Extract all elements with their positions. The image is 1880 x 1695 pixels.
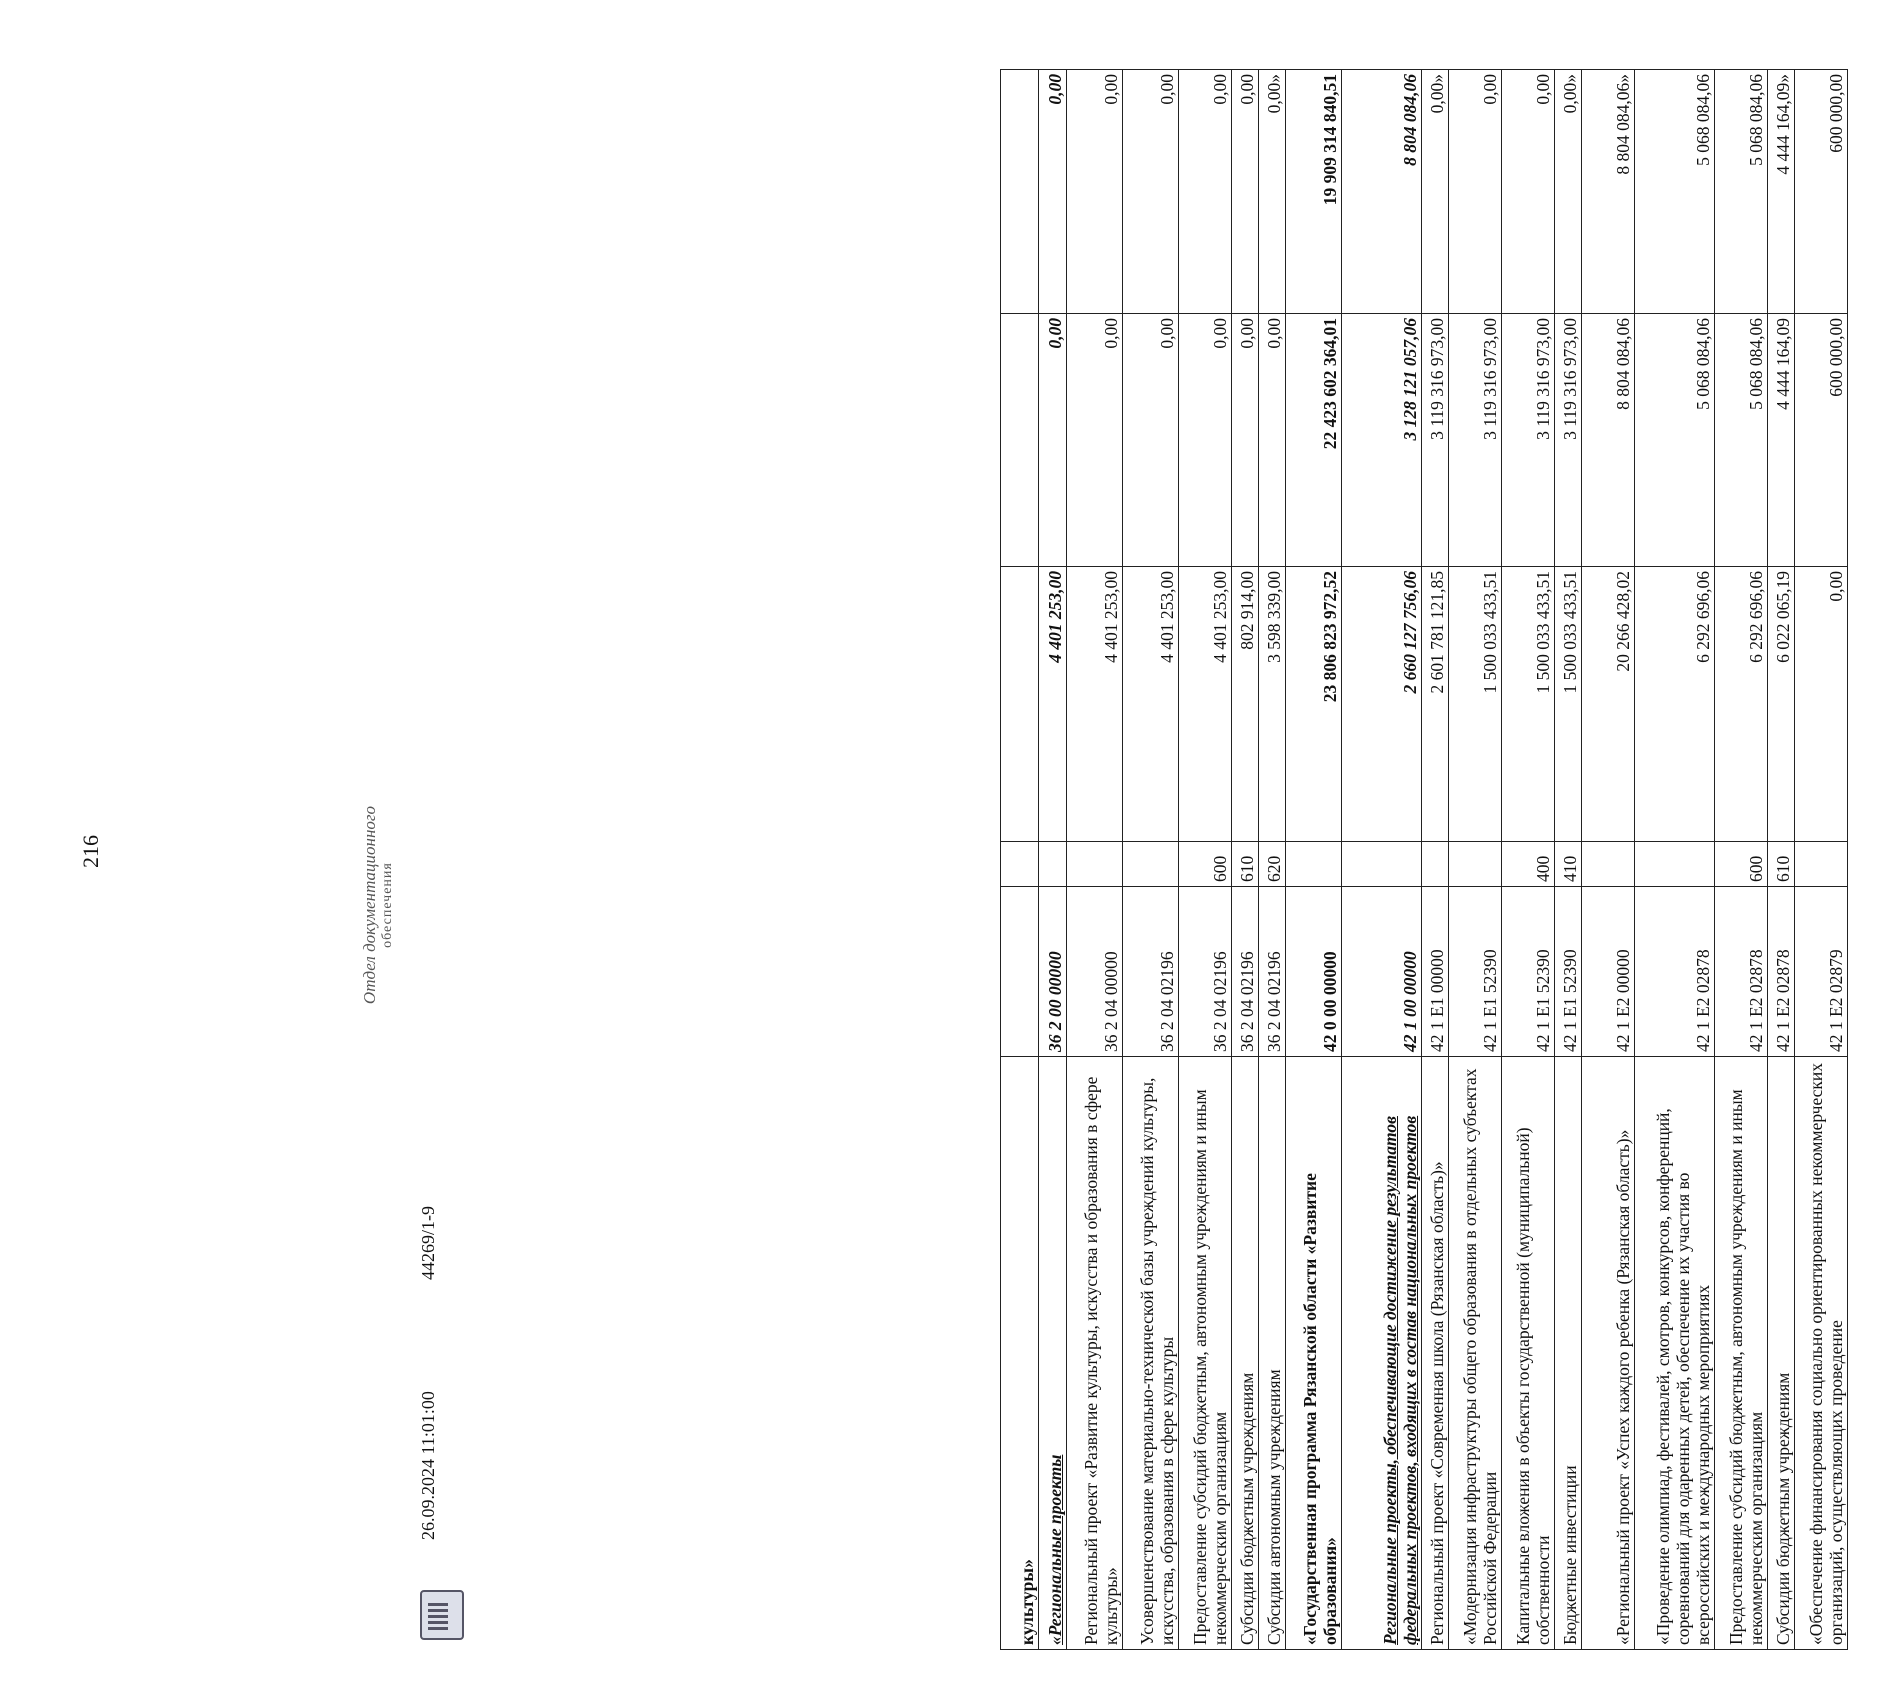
row-value-2026: 8 804 084,06» [1582, 70, 1635, 314]
row-value-2025: 0,00 [1039, 314, 1067, 567]
row-code: 36 2 04 02196 [1232, 887, 1259, 1057]
row-name: Субсидии бюджетным учреждениям [1768, 1057, 1795, 1650]
row-value-2024: 4 401 253,00 [1123, 567, 1179, 842]
table-row [1342, 70, 1422, 1650]
row-value-2025: 3 128 121 057,06 [1342, 314, 1422, 567]
row-name: Бюджетные инвестиции [1555, 1057, 1582, 1650]
row-name: Субсидии автономным учреждениям [1259, 1057, 1286, 1650]
page-number: 216 [78, 835, 103, 868]
row-value-2024: 4 401 253,00 [1039, 567, 1067, 842]
row-value-2024: 1 500 033 433,51 [1555, 567, 1582, 842]
registration-stamp [360, 780, 397, 1030]
row-value-2026: 19 909 314 840,51 [1286, 70, 1342, 314]
table-row [1286, 70, 1342, 1650]
row-vr: 410 [1555, 842, 1582, 887]
row-name: Усовершенствование материально-технической базы учреждений культуры, искусства, образования в сфере культуры [1123, 1057, 1179, 1650]
row-vr [1635, 842, 1715, 887]
row-value-2026: 0,00» [1422, 70, 1449, 314]
row-value-2026: 8 804 084,06 [1342, 70, 1422, 314]
row-value-2026: 0,00 [1067, 70, 1123, 314]
row-vr [1449, 842, 1502, 887]
row-vr: 620 [1259, 842, 1286, 887]
row-value-2025: 4 444 164,09 [1768, 314, 1795, 567]
row-code: 42 1 Е2 02878 [1768, 887, 1795, 1057]
footer-date: 26.09.2024 11:01:00 [418, 1391, 438, 1540]
row-vr [1795, 842, 1848, 887]
row-vr: 400 [1502, 842, 1555, 887]
row-value-2025: 5 068 084,06 [1635, 314, 1715, 567]
row-code: 36 2 04 02196 [1179, 887, 1232, 1057]
row-name: Региональный проект «Современная школа (Рязанская область)» [1422, 1057, 1449, 1650]
row-name: «Проведение олимпиад, фестивалей, смотров, конкурсов, конференций, соревнований для одаренных детей, обеспечение их участия во всероссийских и международных мероприятиях [1635, 1057, 1715, 1650]
row-value-2025: 0,00 [1123, 314, 1179, 567]
stamp-line-1: Отдел документационного [360, 805, 379, 1005]
row-code: 42 0 00 00000 [1286, 887, 1342, 1057]
row-code: 36 2 00 00000 [1039, 887, 1067, 1057]
row-value-2025: 3 119 316 973,00 [1422, 314, 1449, 567]
table-row [1502, 70, 1555, 1650]
row-code: 42 1 Е2 02879 [1795, 887, 1848, 1057]
table-row [1259, 70, 1286, 1650]
row-name: «Модернизация инфраструктуры общего образования в отдельных субъектах Российской Федерации [1449, 1057, 1502, 1650]
row-code: 36 2 04 00000 [1067, 887, 1123, 1057]
row-code: 42 1 Е1 52390 [1449, 887, 1502, 1057]
row-code: 42 1 Е2 02878 [1715, 887, 1768, 1057]
row-value-2024: 6 292 696,06 [1635, 567, 1715, 842]
row-value-2024: 1 500 033 433,51 [1502, 567, 1555, 842]
row-value-2024: 4 401 253,00 [1067, 567, 1123, 842]
row-value-2025: 0,00 [1232, 314, 1259, 567]
row-value-2024: 23 806 823 972,52 [1286, 567, 1342, 842]
stamp-line-2: обеспечения [380, 862, 396, 948]
row-vr: 610 [1768, 842, 1795, 887]
row-code: 42 1 Е1 52390 [1555, 887, 1582, 1057]
row-value-2024: 1 500 033 433,51 [1449, 567, 1502, 842]
row-value-2025: 3 119 316 973,00 [1555, 314, 1582, 567]
table-row [1635, 70, 1715, 1650]
row-name: Региональный проект «Развитие культуры, искусства и образования в сфере культуры» [1067, 1057, 1123, 1650]
row-value-2026: 600 000,00 [1795, 70, 1848, 314]
row-vr: 600 [1179, 842, 1232, 887]
row-name: Субсидии бюджетным учреждениям [1232, 1057, 1259, 1650]
row-value-2026: 0,00 [1232, 70, 1259, 314]
row-vr: 610 [1232, 842, 1259, 887]
row-value-2026: 0,00 [1179, 70, 1232, 314]
row-value-2026: 4 444 164,09» [1768, 70, 1795, 314]
row-vr [1422, 842, 1449, 887]
row-code: 42 1 Е2 00000 [1582, 887, 1635, 1057]
row-value-2026: 5 068 084,06 [1715, 70, 1768, 314]
row-name: «Региональный проект «Успех каждого ребенка (Рязанская область)» [1582, 1057, 1635, 1650]
row-value-2025: 0,00 [1259, 314, 1286, 567]
row-value-2024: 6 292 696,06 [1715, 567, 1768, 842]
row-name: «Региональные проекты [1039, 1057, 1067, 1650]
row-value-2025: 3 119 316 973,00 [1449, 314, 1502, 567]
table-row [1232, 70, 1259, 1650]
row-value-2026: 5 068 084,06 [1635, 70, 1715, 314]
duma-logo-icon [420, 1590, 464, 1640]
row-name: культуры» [1001, 1057, 1039, 1650]
row-vr [1582, 842, 1635, 887]
table-row [1795, 70, 1848, 1650]
row-value-2024: 4 401 253,00 [1179, 567, 1232, 842]
row-name: Предоставление субсидий бюджетным, автономным учреждениям и иным некоммерческим организациям [1715, 1057, 1768, 1650]
row-value-2024: 20 266 428,02 [1582, 567, 1635, 842]
table-row [1555, 70, 1582, 1650]
row-value-2024: 2 601 781 121,85 [1422, 567, 1449, 842]
table-row [1422, 70, 1449, 1650]
footer-area [300, 70, 460, 1650]
table-row [1768, 70, 1795, 1650]
page-footer [300, 70, 1180, 1650]
row-value-2024: 0,00 [1795, 567, 1848, 842]
row-vr [1286, 842, 1342, 887]
row-vr: 600 [1715, 842, 1768, 887]
row-value-2024: 3 598 339,00 [1259, 567, 1286, 842]
row-value-2025: 0,00 [1179, 314, 1232, 567]
row-code: 36 2 04 02196 [1259, 887, 1286, 1057]
row-name: «Государственная программа Рязанской области «Развитие образования» [1286, 1057, 1342, 1650]
row-value-2026: 0,00 [1449, 70, 1502, 314]
row-value-2026: 0,00» [1259, 70, 1286, 314]
table-row [1179, 70, 1232, 1650]
row-value-2024: 2 660 127 756,06 [1342, 567, 1422, 842]
row-name: Капитальные вложения в объекты государственной (муниципальной) собственности [1502, 1057, 1555, 1650]
row-value-2025: 3 119 316 973,00 [1502, 314, 1555, 567]
row-code: 36 2 04 02196 [1123, 887, 1179, 1057]
row-name: «Обеспечение финансирования социально ориентированных некоммерческих организаций, осуществляющих проведение [1795, 1057, 1848, 1650]
table-row [1449, 70, 1502, 1650]
row-value-2025: 8 804 084,06 [1582, 314, 1635, 567]
row-value-2024: 802 914,00 [1232, 567, 1259, 842]
row-value-2025: 600 000,00 [1795, 314, 1848, 567]
footer-doc-number: 44269/1-9 [418, 1206, 438, 1280]
row-value-2026: 0,00 [1502, 70, 1555, 314]
row-vr [1342, 842, 1422, 887]
table-row [1715, 70, 1768, 1650]
row-code: 42 1 Е1 52390 [1502, 887, 1555, 1057]
row-value-2025: 5 068 084,06 [1715, 314, 1768, 567]
row-name: Региональные проекты, обеспечивающие достижение результатов федеральных проектов, входящих в состав национальных проектов [1342, 1057, 1422, 1650]
row-code: 42 1 Е2 02878 [1635, 887, 1715, 1057]
table-row [1582, 70, 1635, 1650]
row-code: 42 1 Е1 00000 [1422, 887, 1449, 1057]
row-name: Предоставление субсидий бюджетным, автономным учреждениям и иным некоммерческим организациям [1179, 1057, 1232, 1650]
row-code: 42 1 00 00000 [1342, 887, 1422, 1057]
row-value-2025: 0,00 [1067, 314, 1123, 567]
row-value-2025: 22 423 602 364,01 [1286, 314, 1342, 567]
row-value-2026: 0,00 [1039, 70, 1067, 314]
row-value-2026: 0,00 [1123, 70, 1179, 314]
row-value-2024: 6 022 065,19 [1768, 567, 1795, 842]
row-value-2026: 0,00» [1555, 70, 1582, 314]
